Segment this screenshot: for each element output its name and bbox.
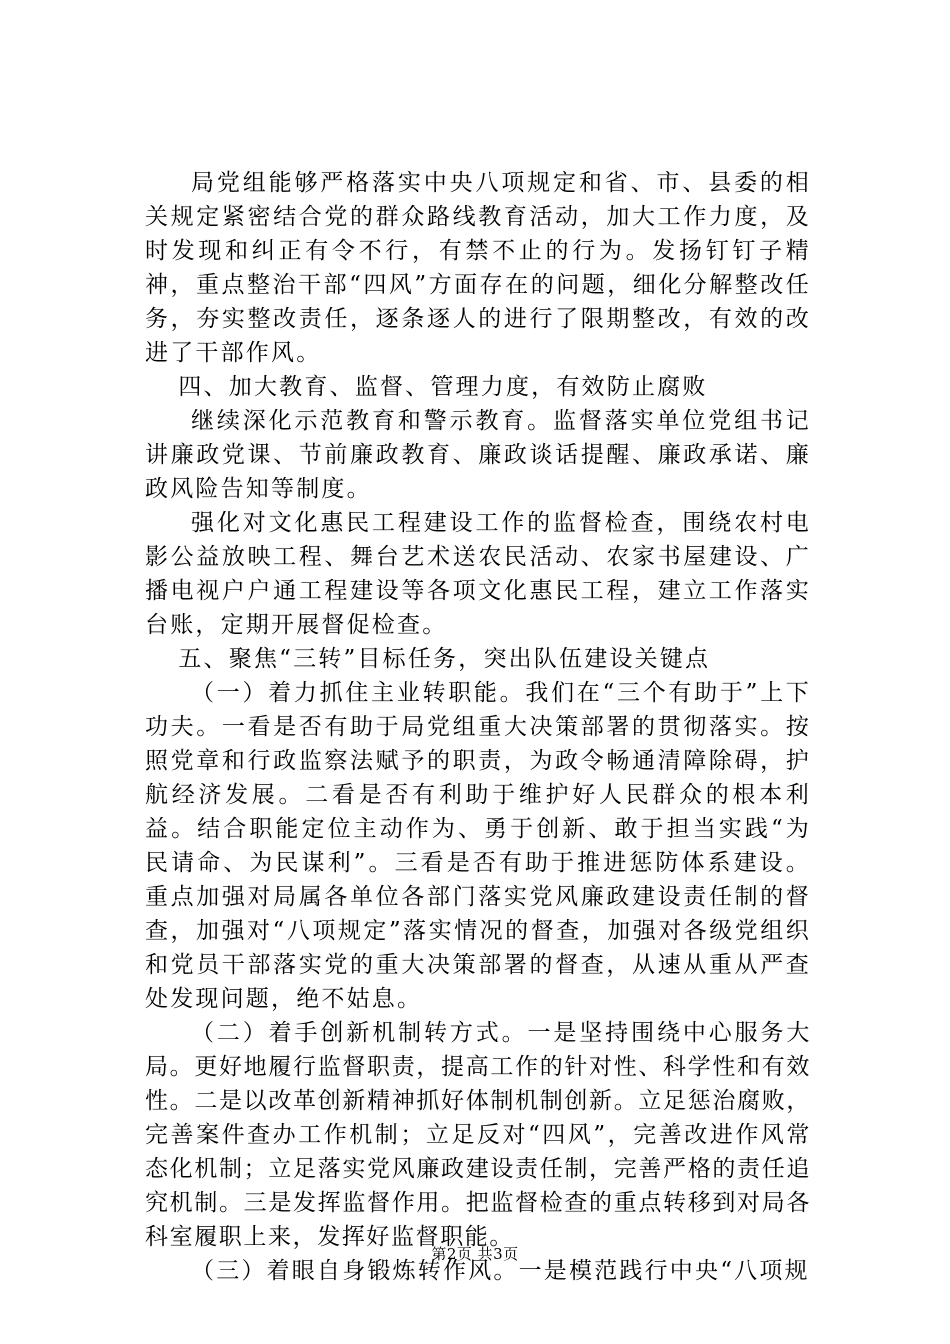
document-body <box>145 166 811 1288</box>
section-heading-four: 四、加大教育、监督、管理力度，有效防止腐败 <box>178 374 708 400</box>
paragraph-subsection-two: （二）着手创新机制转方式。一是坚持围绕中心服务大局。更好地履行监督职责，提高工作的针对性、科学性和有效性。二是以改革创新精神抓好体制机制创新。立足惩治腐败，完善案件查办工作机制；立足反对“四风”，完善改进作风常态化机制；立足落实党风廉政建设责任制，完善严格的责任追究机制。三是发挥监督作用。把监督检查的重点转移到对局各科室履职上来，发挥好监督职能。 <box>145 1020 811 1250</box>
page-number: 第2页 共3页 <box>431 1245 519 1263</box>
paragraph-subsection-one: （一）着力抓住主业转职能。我们在“三个有助于”上下功夫。一看是否有助于局党组重大决策部署的贯彻落实。按照党章和行政监察法赋予的职责，为政令畅通清障除碍，护航经济发展。二看是否有利助于维护好人民群众的根本利益。结合职能定位主动作为、勇于创新、敢于担当实践“为民请命、为民谋利”。三看是否有助于推进惩防体系建设。重点加强对局属各单位各部门落实党风廉政建设责任制的督查，加强对“八项规定”落实情况的督查，加强对各级党组织和党员干部落实党的重大决策部署的督查，从速从重从严查处发现问题，绝不姑息。 <box>145 680 811 1012</box>
paragraph-warning-education: 继续深化示范教育和警示教育。监督落实单位党组书记讲廉政党课、节前廉政教育、廉政谈话提醒、廉政承诺、廉政风险告知等制度。 <box>145 408 811 502</box>
section-heading-five: 五、聚焦“三转”目标任务，突出队伍建设关键点 <box>178 646 711 672</box>
page-footer <box>0 1244 950 1264</box>
paragraph-cultural-projects: 强化对文化惠民工程建设工作的监督检查，围绕农村电影公益放映工程、舞台艺术送农民活动、农家书屋建设、广播电视户户通工程建设等各项文化惠民工程，建立工作落实台账，定期开展督促检查。 <box>145 510 811 638</box>
paragraph-subsection-three: （三）着眼自身锻炼转作风。一是模范践行中央“八项规 <box>191 1258 810 1284</box>
paragraph-party-group-rules: 局党组能够严格落实中央八项规定和省、市、县委的相关规定紧密结合党的群众路线教育活动，加大工作力度，及时发现和纠正有令不行，有禁不止的行为。发扬钉钉子精神，重点整治干部“四风”方面存在的问题，细化分解整改任务，夯实整改责任，逐条逐人的进行了限期整改，有效的改进了干部作风。 <box>145 170 811 366</box>
